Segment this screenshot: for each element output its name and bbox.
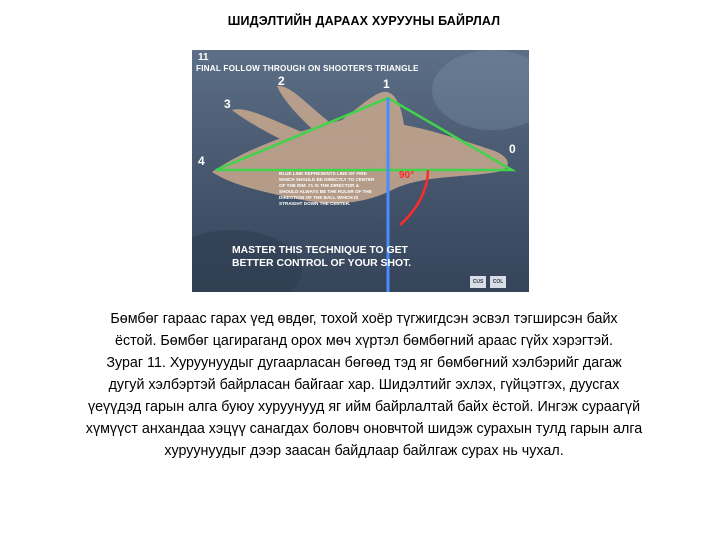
line-of-fire-note: BLUE LINE REPRESENTS LINE OF FIRE WHICH SHOULD BE DIRECTLY TO CENTER OF THE RIM. #1 IS THE DIRECTOR & SHOULD ALWAYS BE THE RULER OF THE DIRECTION OF THE BALL WHICH IS STRAIGHT DOWN THE CENTER. [279,171,375,207]
body-line: Зураг 11. Хуруунуудыг дугаарласан бөгөөд тэд яг бөмбөгний хэлбэрийг дагаж [106,355,622,371]
photo-badge: COL [490,276,506,288]
body-line: Бөмбөг гараас гарах үед өвдөг, тохой хоёр түгжигдсэн эсвэл тэгширсэн байх [110,311,618,327]
photo-heading: FINAL FOLLOW THROUGH ON SHOOTER'S TRIANGLE [196,64,419,73]
photo-badge: CUS [470,276,486,288]
body-line: хуруунуудыг дээр заасан байдлаар байлгаж сурах нь чухал. [164,443,564,459]
photo-caption [232,244,492,270]
slide-title: ШИДЭЛТИЙН ДАРААХ ХУРУУНЫ БАЙРЛАЛ [227,14,501,28]
vertex-label-3: 3 [224,97,231,111]
vertex-label-4: 4 [198,154,205,168]
shooting-hand-photo [192,50,529,292]
angle-label: 90° [399,170,415,181]
body-line: ёстой. Бөмбөг цагираганд орох мөч хүртэл бөмбөгний араас гүйх хэрэгтэй. [115,333,613,349]
figure-number: 11 [198,52,209,63]
body-line: үеүүдэд гарын алга буюу хуруунууд яг ийм байрлалтай байх ёстой. Ингэж сураагүй [87,399,641,415]
body-line: хүмүүст анхандаа хэцүү санагдах боловч оновчтой шидэж сурахын тулд гарын алга [85,421,643,437]
vertex-label-1: 1 [383,77,390,91]
body-paragraph [0,308,728,462]
vertex-label-0: 0 [509,142,516,156]
photo-caption-line-1: MASTER THIS TECHNIQUE TO GET [232,245,408,256]
photo-caption-line-2: BETTER CONTROL OF YOUR SHOT. [232,258,412,269]
body-line: дугуй хэлбэртэй байрласан байгааг хар. Шидэлтийг эхлэх, гүйцэтгэх, дуусгах [108,377,620,393]
vertex-label-2: 2 [278,74,285,88]
